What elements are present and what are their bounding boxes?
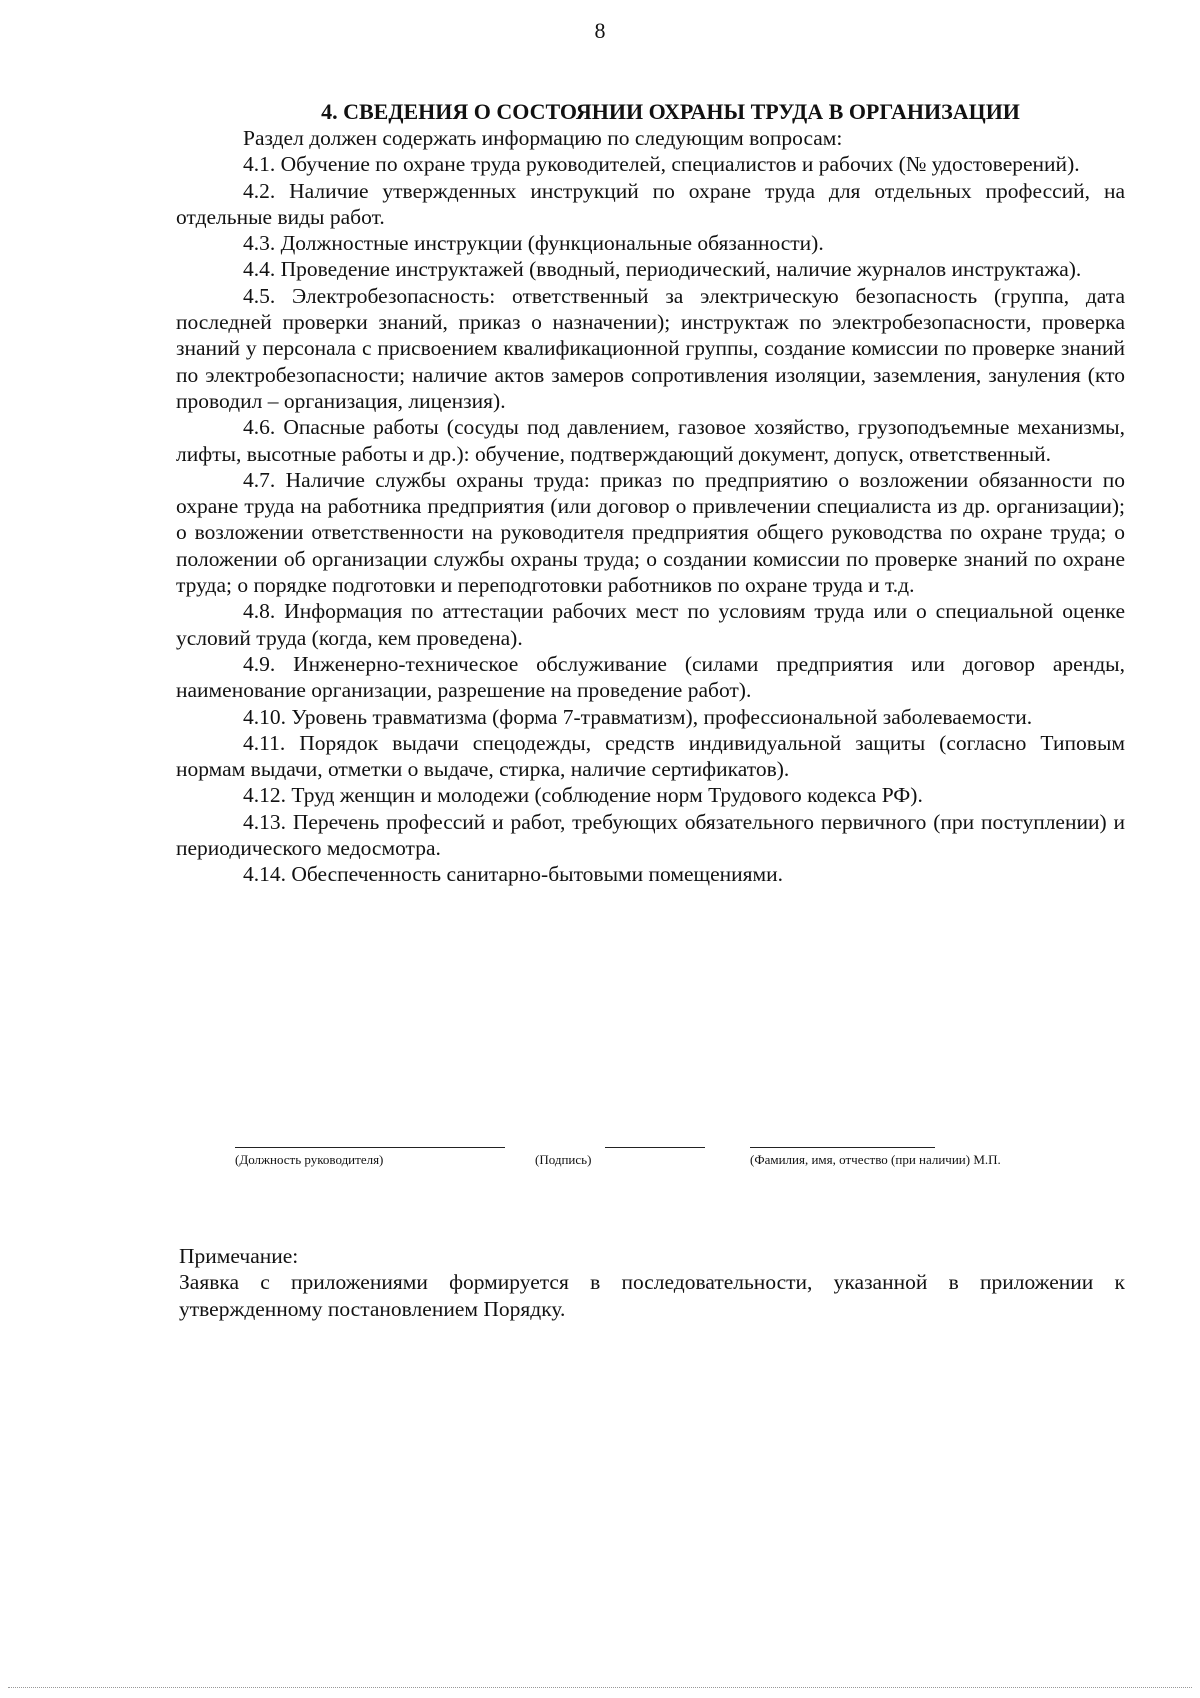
- name-signature-field: [750, 1147, 1095, 1168]
- note-text: Заявка с приложениями формируется в последовательности, указанной в приложении к утвержденному постановлением Порядку.: [179, 1270, 1125, 1321]
- note-block: [179, 1243, 1125, 1322]
- position-signature-line: [235, 1147, 505, 1148]
- list-item-4-9: 4.9. Инженерно-техническое обслуживание (силами предприятия или договор аренды, наименование организации, разрешение на проведение работ).: [176, 651, 1125, 703]
- page-bottom-edge: [8, 1687, 1192, 1688]
- list-item-4-10: 4.10. Уровень травматизма (форма 7-травматизм), профессиональной заболеваемости.: [243, 704, 1033, 729]
- list-item-4-5: 4.5. Электробезопасность: ответственный за электрическую безопасность (группа, дата последней проверки знаний, приказ о назначении); инструктаж по электробезопасности, проверка знаний у персонала с присвоением квалификационной группы, создание комиссии по проверке знаний по электробезопасности; наличие актов замеров сопротивления изоляции, заземления, зануления (кто проводил – организация, лицензия).: [176, 283, 1125, 413]
- name-caption: (Фамилия, имя, отчество (при наличии) М.П.: [750, 1152, 1001, 1167]
- signature-caption: (Подпись): [535, 1152, 592, 1167]
- list-item-4-8: 4.8. Информация по аттестации рабочих мест по условиям труда или о специальной оценке условий труда (когда, кем проведена).: [176, 599, 1125, 650]
- signature-line: [605, 1147, 705, 1148]
- signature-block: [235, 1147, 1095, 1177]
- list-item-4-13: 4.13. Перечень профессий и работ, требующих обязательного первичного (при поступлении) и периодического медосмотра.: [176, 809, 1125, 861]
- list-item-4-2: 4.2. Наличие утвержденных инструкций по охране труда для отдельных профессий, на отдельные виды работ.: [176, 178, 1125, 229]
- list-item-4-4: 4.4. Проведение инструктажей (вводный, периодический, наличие журналов инструктажа).: [243, 257, 1082, 282]
- list-item-4-12: 4.12. Труд женщин и молодежи (соблюдение норм Трудового кодекса РФ).: [243, 783, 923, 808]
- position-caption: (Должность руководителя): [235, 1152, 384, 1167]
- position-signature-field: [235, 1147, 505, 1168]
- list-item-4-6: 4.6. Опасные работы (сосуды под давлением, газовое хозяйство, грузоподъемные механизмы, лифты, высотные работы и др.): обучение, подтверждающий документ, допуск, ответственный.: [176, 415, 1125, 466]
- signature-field: [535, 1147, 715, 1168]
- section-title: 4. СВЕДЕНИЯ О СОСТОЯНИИ ОХРАНЫ ТРУДА В ОРГАНИЗАЦИИ: [321, 99, 1020, 124]
- list-item-4-14: 4.14. Обеспеченность санитарно-бытовыми помещениями.: [243, 862, 783, 887]
- list-item-4-11: 4.11. Порядок выдачи спецодежды, средств индивидуальной защиты (согласно Типовым нормам выдачи, отметки о выдаче, стирка, наличие сертификатов).: [176, 730, 1125, 782]
- list-item-4-3: 4.3. Должностные инструкции (функциональные обязанности).: [243, 231, 824, 256]
- name-signature-line: [750, 1147, 935, 1148]
- section-body: [176, 98, 1125, 888]
- note-label: Примечание:: [179, 1244, 299, 1268]
- list-item-4-1: 4.1. Обучение по охране труда руководителей, специалистов и рабочих (№ удостоверений).: [243, 152, 1080, 177]
- page-number: 8: [594, 18, 606, 43]
- section-intro: Раздел должен содержать информацию по следующим вопросам:: [243, 126, 843, 150]
- list-item-4-7: 4.7. Наличие службы охраны труда: приказ по предприятию о возложении обязанности по охране труда на работника предприятия (или договор о привлечении специалиста из др. организации); о возложении ответственности на руководителя предприятия общего руководства по охране труда; о положении об организации службы охраны труда; о создании комиссии по проверке знаний по охране труда; о порядке подготовки и переподготовки работников по охране труда и т.д.: [176, 467, 1125, 598]
